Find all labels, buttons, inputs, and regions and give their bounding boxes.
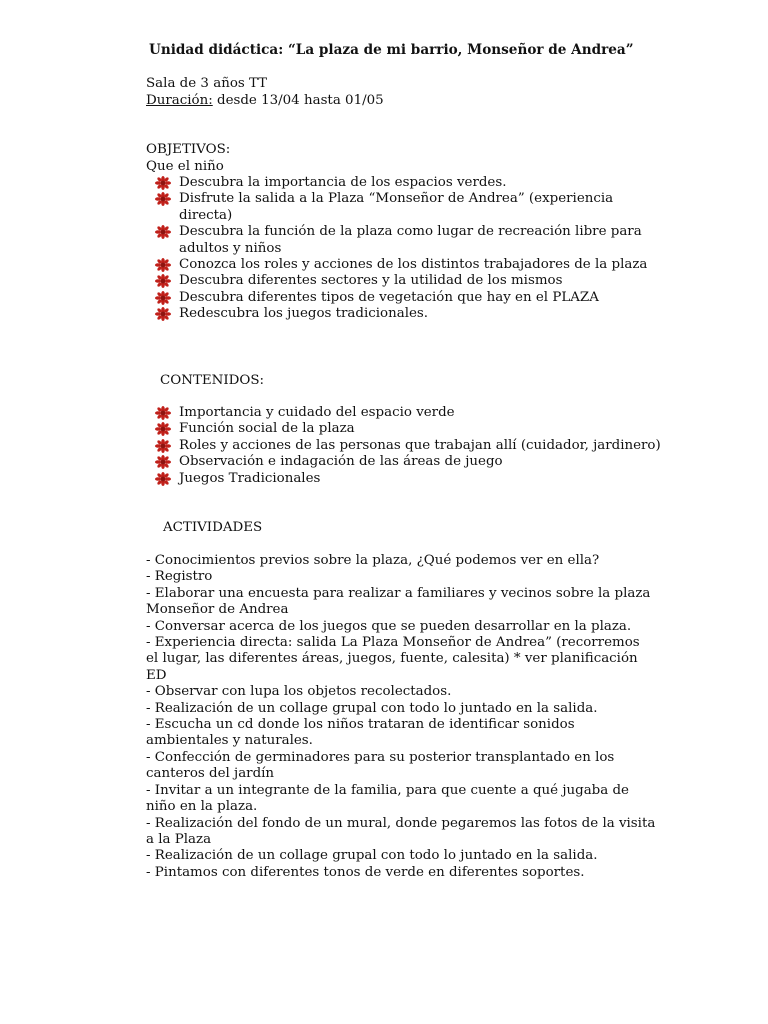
list-item: - Escucha un cd donde los niños trataran de identificar sonidos ambientales y naturales. xyxy=(146,717,575,749)
list-item: Descubra diferentes tipos de vegetación que hay en el PLAZA xyxy=(155,290,665,306)
contenidos-list xyxy=(155,405,665,487)
red-flower-bullet-icon xyxy=(155,176,171,190)
list-item: - Experiencia directa: salida La Plaza Monseñor de Andrea” (recorremos el lugar, las diferentes áreas, juegos, fuente, calesita) * ver planificación ED xyxy=(146,635,640,683)
red-flower-bullet-icon xyxy=(155,225,171,239)
list-item: - Observar con lupa los objetos recolectados. xyxy=(146,684,452,700)
list-item: - Confección de germinadores para su posterior transplantado en los canteros del jardín xyxy=(146,749,615,782)
list-item: - Conversar acerca de los juegos que se pueden desarrollar en la plaza. xyxy=(146,618,632,634)
red-flower-bullet-icon xyxy=(155,258,171,272)
list-item: Conozca los roles y acciones de los distintos trabajadores de la plaza xyxy=(155,257,665,273)
list-item: - Elaborar una encuesta para realizar a familiares y vecinos sobre la plaza Monseñor de Andrea xyxy=(146,585,651,618)
list-item: Redescubra los juegos tradicionales. xyxy=(155,306,665,322)
list-item: Función social de la plaza xyxy=(155,421,665,437)
actividades-list xyxy=(146,553,656,881)
duracion-label: Duración: xyxy=(146,93,213,108)
list-item: Descubra la importancia de los espacios verdes. xyxy=(155,175,665,191)
list-item: Observación e indagación de las áreas de juego xyxy=(155,454,665,470)
list-item: Importancia y cuidado del espacio verde xyxy=(155,405,665,421)
red-flower-bullet-icon xyxy=(155,422,171,436)
red-flower-bullet-icon xyxy=(155,274,171,288)
list-item: - Pintamos con diferentes tonos de verde en diferentes soportes. xyxy=(146,864,585,880)
list-item: - Realización de un collage grupal con todo lo juntado en la salida. xyxy=(146,848,598,864)
red-flower-bullet-icon xyxy=(155,406,171,420)
red-flower-bullet-icon xyxy=(155,455,171,469)
duracion-line xyxy=(146,93,384,109)
list-item: Descubra la función de la plaza como lugar de recreación libre para adultos y niños xyxy=(155,224,665,257)
sala-line: Sala de 3 años TT xyxy=(146,76,268,91)
list-item: Roles y acciones de las personas que trabajan allí (cuidador, jardinero) xyxy=(155,438,665,454)
objetivos-heading: OBJETIVOS: xyxy=(146,142,231,157)
list-item: - Conocimientos previos sobre la plaza, ¿Qué podemos ver en ella? xyxy=(146,553,600,568)
list-item: - Realización de un collage grupal con todo lo juntado en la salida. xyxy=(146,700,598,716)
red-flower-bullet-icon xyxy=(155,291,171,305)
objetivos-intro: Que el niño xyxy=(146,159,224,174)
document-title: Unidad didáctica: “La plaza de mi barrio, Monseñor de Andrea” xyxy=(149,42,634,58)
list-item: Descubra diferentes sectores y la utilidad de los mismos xyxy=(155,273,665,289)
contenidos-heading: CONTENIDOS: xyxy=(160,373,265,388)
objetivos-list xyxy=(155,175,665,323)
list-item: - Realización del fondo de un mural, donde pegaremos las fotos de la visita a la Plaza xyxy=(146,815,656,847)
red-flower-bullet-icon xyxy=(155,472,171,486)
red-flower-bullet-icon xyxy=(155,192,171,206)
red-flower-bullet-icon xyxy=(155,307,171,321)
list-item: Juegos Tradicionales xyxy=(155,471,665,487)
duracion-value: desde 13/04 hasta 01/05 xyxy=(212,93,384,108)
list-item: - Registro xyxy=(146,569,213,585)
list-item: - Invitar a un integrante de la familia, para que cuente a qué jugaba de niño en la plaza. xyxy=(146,782,629,815)
red-flower-bullet-icon xyxy=(155,439,171,453)
actividades-heading: ACTIVIDADES xyxy=(163,520,263,535)
list-item: Disfrute la salida a la Plaza “Monseñor de Andrea” (experiencia directa) xyxy=(155,191,665,224)
